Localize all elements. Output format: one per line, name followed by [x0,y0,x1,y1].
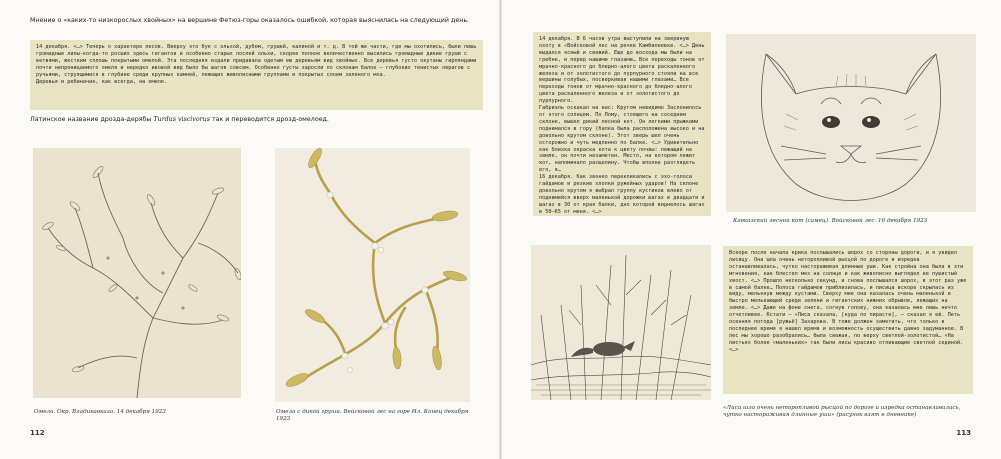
wildcat-sketch-drawing [726,34,976,212]
latin-name-paragraph [30,116,480,124]
mistletoe-sketch-image [33,148,241,398]
diary-excerpt-box: 14 декабря. <…> Теперь о характере лесов. Вверху это бук с ольхой, дубом, грушей, калиной и т. д. В той же части, где мы охотились, были лишь громадные липы-когда-то росших здесь гигантов и особенно старых послей ольхи, скорее полное величественно высились громадные дикие груши с ветвями, жестким сплошь покрытыми омелой. Эта последняя издали придавала одетым ею деревьям вид хвойных. Все деревья густо окутаны гирляндами почти непроницаемого хмеля и нередко ивовой вид было бы шагов совсем. Особенно густы заросли по склонам балок — глубоких тенистых оврагов с ручьями, струящимися в глубине среди крупных камней, лежащих живописными группами и покрытых слоем зеленого мха. Деревья и ребиначик, как всегда, на омеле. [30,40,483,110]
fox-forest-sketch-image [531,245,711,400]
caption-mistletoe-2: Омела с дикой груши. Вейсковой лес на горе Ил. Конец декабря 1923 [276,409,469,422]
diary-excerpt-box-right-2: Вскоре после начала крика послышались шорох со стороны дороги, и я увидел лисицу. Она шла очень неторопливой рысцой по дороге и изредка останавливалась, чутко настораживая длинные уши. Как стройна она была в эти мгновения, как блестел мех на солнце и как живописно выглядел ее пушистый хвост. <…> Прошло несколько секунд, и снова послышался шорох, в этот раз уже в самой балке… Полоса гайдамов приблизилась, и лисица вскоре скрылась из виду, мелькнув между кустами. Сверху мне она казалась очень маленькой и быстро мелькающей среди зелени и гигантских нижних обрывов, лежащих на земле. <…> Даже на фоне снега, согнув голову, она казалась мне лишь нечто отчетливее. Кстати — «Лиса сказала, [куда по пирасте], — сказал я ей. Петь осенняя погода [ружьё] Захарова. В тоже должен заметить, что только в последнее время я нашел время и возможность осуществить давно задуманное. В лес мы хорошо разобрались… была свежая, по верху светлой-золотистой… «На листьях более «маленьких» так были лисы красиво отливающие светлой сединой. <…> [723,246,973,394]
fox-forest-sketch-drawing [531,245,711,400]
caption-mistletoe-1: Омела. Окр. Владикавказа. 14 декабря 1923 [34,409,166,415]
wildcat-sketch-image [726,34,976,212]
latin-name: Turdus viscivorus [153,116,210,123]
diary-excerpt-box-right: 14 декабря. В 6 часов утра выступили на звериную охоту в «Войсковой лес на речке Камбилеевке. <…> День выдался ясный и свежий. Еще до восхода мы были на гребне, и перед нашими глазами… Все переходы тонов от мрачно-красного до бледно-алого цвета раскаленного железа и от золотистого до пурпурного стояли на все вершины голубых, посверкивая нашими глазами… Все переходы тонов от мрачно-красного до бледно-алого цвета раскаленного железа и от золотистого до пурпурного. Габриэль оскакал на нас: Кругом невидимо Заслонилось от этого солнцем. По Лому, стоящего на соседнем склоне, вышел дикий лесной кот. Он легкими прыжками поднимался в гору (балка была расположена высоко и на довольно крутом склоне). Этот зверь шел очень осторожно и чуть медленно по балке. <…> Удивительно как близка окраска кота к цвету почвы: лежащий на земле, он почти незаметен. Место, на котором лежит кот, напоминало расщелину. Чтобы вполне разглядеть его, я… 16 декабря. Как звонко перекликались с эхо-голоса гайдамов и резкие хлопки ружейных ударов! На склоне довольно крутом я выбрал группу кустиков влево от поднимейся вверх маленькой дорожки шагах в двадцати и шагах в 30 от края балки, дно которой виднелось шагах в 50–65 от меня. <…> [533,32,711,216]
intro-paragraph: Мнение о «каких-то низкорослых хвойных» на вершине Фетюз-горы оказалось ошибкой, которая выяснилась на следующий день. [30,17,470,24]
mistletoe-color-image [275,148,470,402]
caption-wildcat: Кавказский лесной кот (самец). Войсковой лес. 16 декабря 1923 [733,218,928,224]
mistletoe-sketch-drawing [33,148,241,398]
latin-pre: Латинское название дрозда-дерябы [30,116,154,123]
page-number-right: 113 [956,429,971,437]
mistletoe-color-drawing [275,148,470,402]
latin-post: так и переводится дрозд-омелоед. [209,116,329,123]
right-page [501,0,1001,459]
left-page [0,0,500,459]
caption-fox: «Лиса шла очень неторопливой рысцой по дороге и изредка останавливалась, чутко настораживая длинные уши» (рисунок взят в дневнике) [723,405,961,418]
page-number-left: 112 [30,429,45,437]
